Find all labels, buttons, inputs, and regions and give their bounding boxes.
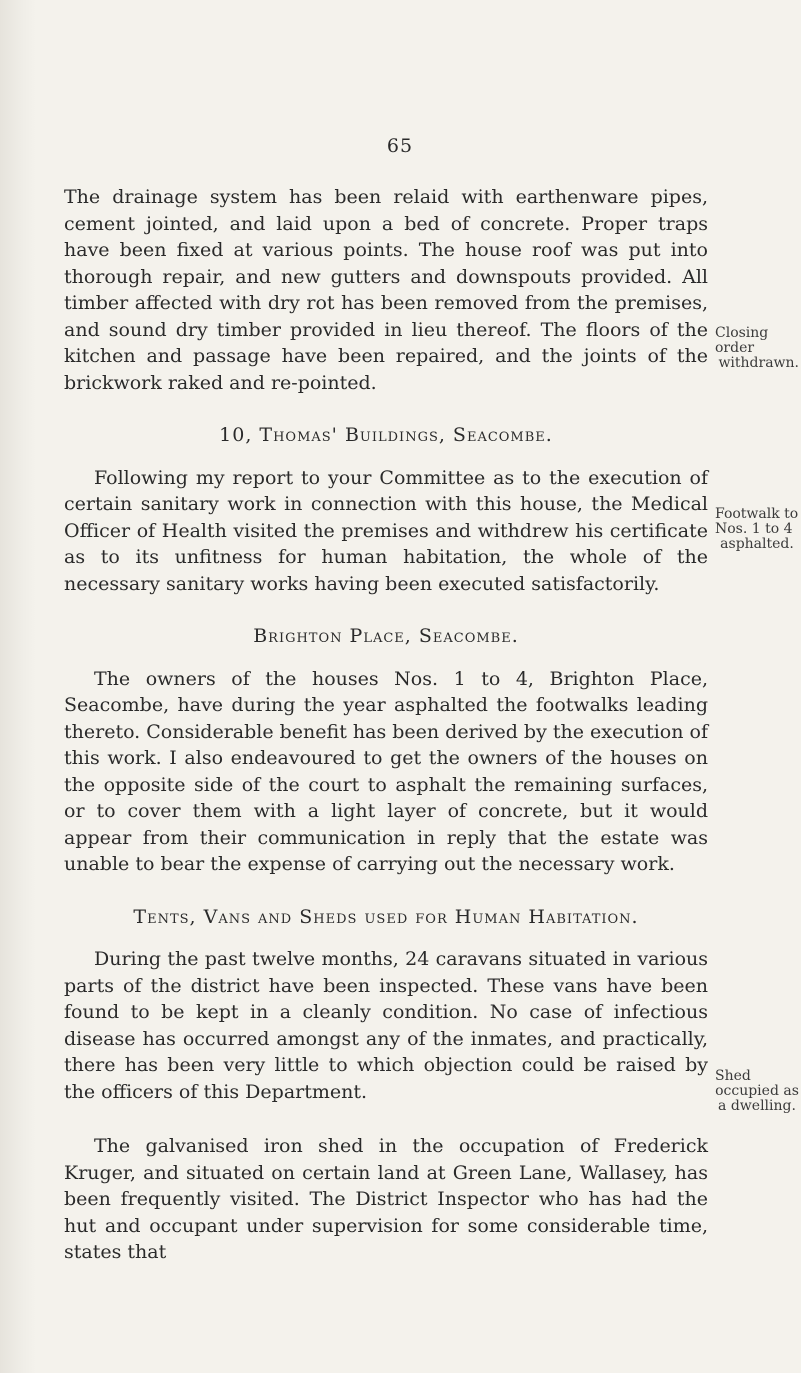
page-edge-shadow xyxy=(0,0,36,1373)
paragraph-drainage: The drainage system has been relaid with earthenware pipes, cement jointed, and laid upon a bed of concrete. Proper traps have been fixed at various points. The house roof was put into thorough repair, and new gutters and downspouts provided. All timber affected with dry rot has been removed from the premises, and sound dry timber provided in lieu thereof. The floors of the kitchen and passage have been repaired, and the joints of the brickwork raked and re-pointed. xyxy=(64,186,708,394)
margin-note-footwalk xyxy=(715,507,799,552)
margin-note-line: order xyxy=(715,340,755,356)
heading-brighton-place: Brighton Place, Seacombe. xyxy=(253,625,519,647)
page-number: 65 xyxy=(386,135,414,157)
heading-tents-vans-sheds: Tents, Vans and Sheds used for Human Habitation. xyxy=(133,905,639,928)
paragraph-galvanised-shed: The galvanised iron shed in the occupation of Frederick Kruger, and situated on certain land at Green Lane, Wallasey, has been frequently visited. The District Inspector who has had the hut and occupant under supervision for some considerable time, states that xyxy=(64,1135,708,1263)
paragraph-footwalks: The owners of the houses Nos. 1 to 4, Brighton Place, Seacombe, have during the year asphalted the footwalks leading thereto. Considerable benefit has been derived by the execution of this work. I also endeavoured to get the owners of the houses on the opposite side of the court to asphalt the remaining surfaces, or to cover them with a light layer of concrete, but it would appear from their communication in reply that the estate was unable to bear the expense of carrying out the necessary work. xyxy=(64,667,708,875)
margin-note-line: withdrawn. xyxy=(718,355,799,371)
margin-note-line: Closing xyxy=(715,325,769,341)
margin-note-line: asphalted. xyxy=(720,536,794,552)
heading-thomas-buildings: 10, Thomas' Buildings, Seacombe. xyxy=(219,424,553,446)
paragraph-closing-order: Following my report to your Committee as to the execution of certain sanitary work in connection with this house, the Medical Officer of Health visited the premises and withdrew his certificate as to its unfitness for human habitation, the whole of the necessary sanitary works having been executed satisfactorily. xyxy=(64,466,708,595)
document-body xyxy=(64,184,708,1266)
margin-note-line: a dwelling. xyxy=(718,1098,796,1114)
margin-note-shed xyxy=(715,1069,799,1114)
paragraph-caravans: During the past twelve months, 24 caravans situated in various parts of the district have been inspected. These vans have been found to be kept in a cleanly condition. No case of infectious disease has occurred amongst any of the inmates, and practically, there has been very little to which objection could be raised by the officers of this Department. xyxy=(64,948,708,1103)
margin-note-line: occupied as xyxy=(715,1083,799,1099)
margin-note-line: Nos. 1 to 4 xyxy=(715,521,793,537)
margin-note-line: Footwalk to xyxy=(715,506,799,522)
margin-note-line: Shed xyxy=(715,1068,751,1084)
margin-note-closing-order xyxy=(715,326,799,371)
